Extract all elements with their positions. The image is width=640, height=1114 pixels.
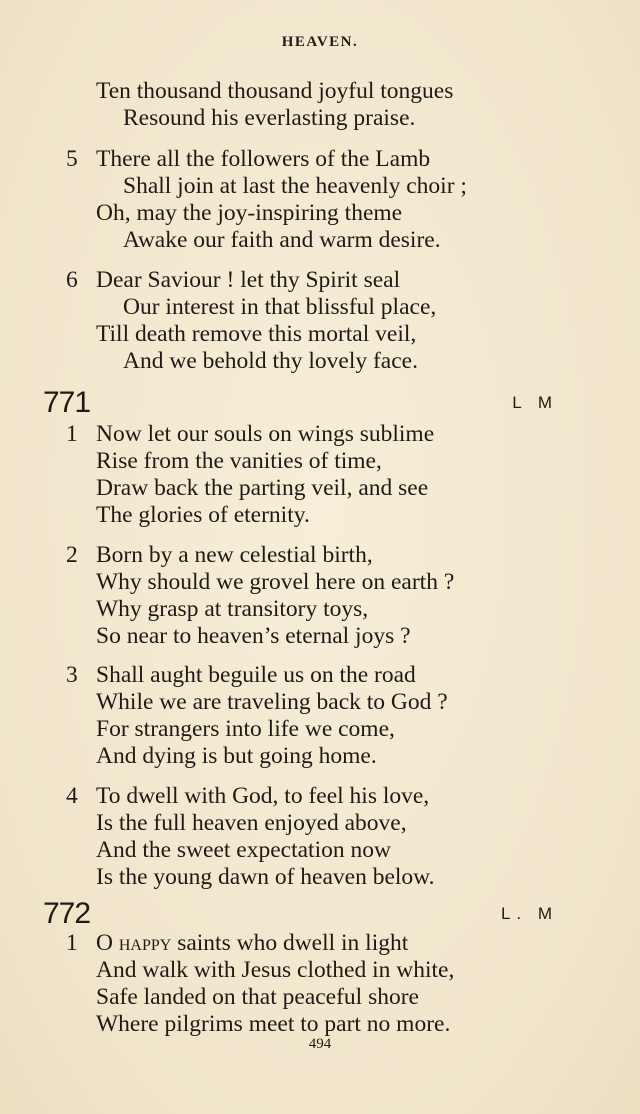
verse-line: Is the full heaven enjoyed above, bbox=[96, 810, 407, 836]
verse-line: And dying is but going home. bbox=[96, 743, 377, 769]
running-head: HEAVEN. bbox=[281, 34, 359, 50]
verse-line: Born by a new celestial birth, bbox=[96, 542, 373, 568]
verse-line: Is the young dawn of heaven below. bbox=[96, 864, 435, 890]
verse-line: And the sweet expectation now bbox=[96, 837, 391, 863]
verse-line: Awake our faith and warm desire. bbox=[123, 227, 441, 253]
verse-line: There all the followers of the Lamb bbox=[96, 146, 431, 172]
verse-line: Shall aught beguile us on the road bbox=[96, 662, 416, 688]
verse-number: 2 bbox=[66, 542, 78, 568]
verse-line: Shall join at last the heavenly choir ; bbox=[123, 173, 467, 199]
hymn-number: 772 bbox=[43, 897, 91, 930]
verse-line: And walk with Jesus clothed in white, bbox=[96, 957, 455, 983]
verse-line: The glories of eternity. bbox=[96, 502, 310, 528]
verse-line bbox=[96, 932, 408, 956]
verse-line: Draw back the parting veil, and see bbox=[96, 475, 429, 501]
hymn-number: 771 bbox=[43, 386, 91, 419]
meter-label: L M bbox=[512, 393, 558, 412]
verse-number: 3 bbox=[66, 662, 78, 688]
verse-number: 4 bbox=[66, 783, 78, 809]
verse-line: Where pilgrims meet to part no more. bbox=[96, 1011, 451, 1037]
verse-number: 5 bbox=[66, 146, 78, 172]
verse-line: While we are traveling back to God ? bbox=[96, 689, 448, 715]
verse-line: Resound his everlasting praise. bbox=[123, 105, 416, 131]
verse-line: Why should we grovel here on earth ? bbox=[96, 569, 455, 595]
verse-line: Why grasp at transitory toys, bbox=[96, 596, 369, 622]
verse-line: To dwell with God, to feel his love, bbox=[96, 783, 430, 809]
verse-line: So near to heaven’s eternal joys ? bbox=[96, 623, 411, 649]
verse-line: Till death remove this mortal veil, bbox=[96, 321, 417, 347]
verse-line: Ten thousand thousand joyful tongues bbox=[96, 78, 454, 104]
verse-line: Now let our souls on wings sublime bbox=[96, 421, 435, 447]
verse-number: 1 bbox=[66, 930, 78, 956]
verse-line: Dear Saviour ! let thy Spirit seal bbox=[96, 267, 401, 293]
first-line-rest: saints who dwell in light bbox=[171, 930, 409, 956]
page-number: 494 bbox=[308, 1036, 332, 1052]
verse-number: 1 bbox=[66, 421, 78, 447]
verse-line: Rise from the vanities of time, bbox=[96, 448, 382, 474]
verse-line: Safe landed on that peaceful shore bbox=[96, 984, 419, 1010]
verse-line: Oh, may the joy-inspiring theme bbox=[96, 200, 403, 226]
verse-line: Our interest in that blissful place, bbox=[123, 294, 437, 320]
meter-label: L. M bbox=[500, 904, 558, 923]
verse-line: For strangers into life we come, bbox=[96, 716, 395, 742]
verse-number: 6 bbox=[66, 267, 78, 293]
verse-line: And we behold thy lovely face. bbox=[123, 348, 418, 374]
first-word-small-caps: O happy bbox=[96, 930, 172, 956]
